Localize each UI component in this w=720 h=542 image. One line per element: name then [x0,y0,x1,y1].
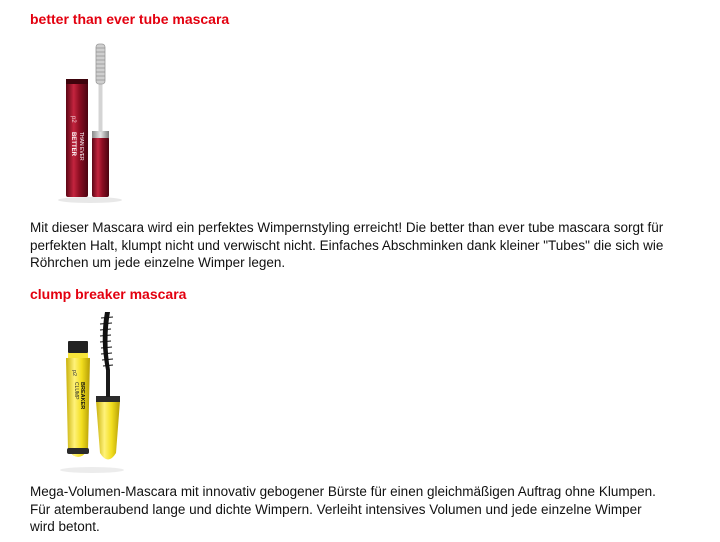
product-title-better-than-ever: better than ever tube mascara [30,11,230,27]
product-description-clump-breaker: Mega-Volumen-Mascara mit innovativ gebogener Bürste für einen gleichmäßigen Auftrag ohne Klumpen. Für atemberaubend lange und dichte Wimpern. Verleiht intensives Volumen und jede einzelne Wimper wird betont. [30,484,656,534]
svg-text:p2: p2 [71,370,77,377]
svg-text:THAN EVER: THAN EVER [78,132,84,161]
svg-text:BREAKER: BREAKER [79,382,85,410]
yellow-curved-mascara-image [52,308,132,476]
red-tube-mascara-image [50,40,130,206]
svg-text:p2: p2 [70,116,76,123]
svg-text:CLUMP: CLUMP [73,382,79,400]
svg-text:BETTER: BETTER [70,132,76,156]
product-description-better-than-ever: Mit dieser Mascara wird ein perfektes Wimpernstyling erreicht! Die better than ever tube mascara sorgt für perfekten Halt, klumpt nicht und verwischt nicht. Einfaches Abschminken dank kleiner "Tubes" die sich wie Röhrchen um jede einzelne Wimper legen. [30,220,664,270]
product-title-clump-breaker: clump breaker mascara [30,286,187,302]
